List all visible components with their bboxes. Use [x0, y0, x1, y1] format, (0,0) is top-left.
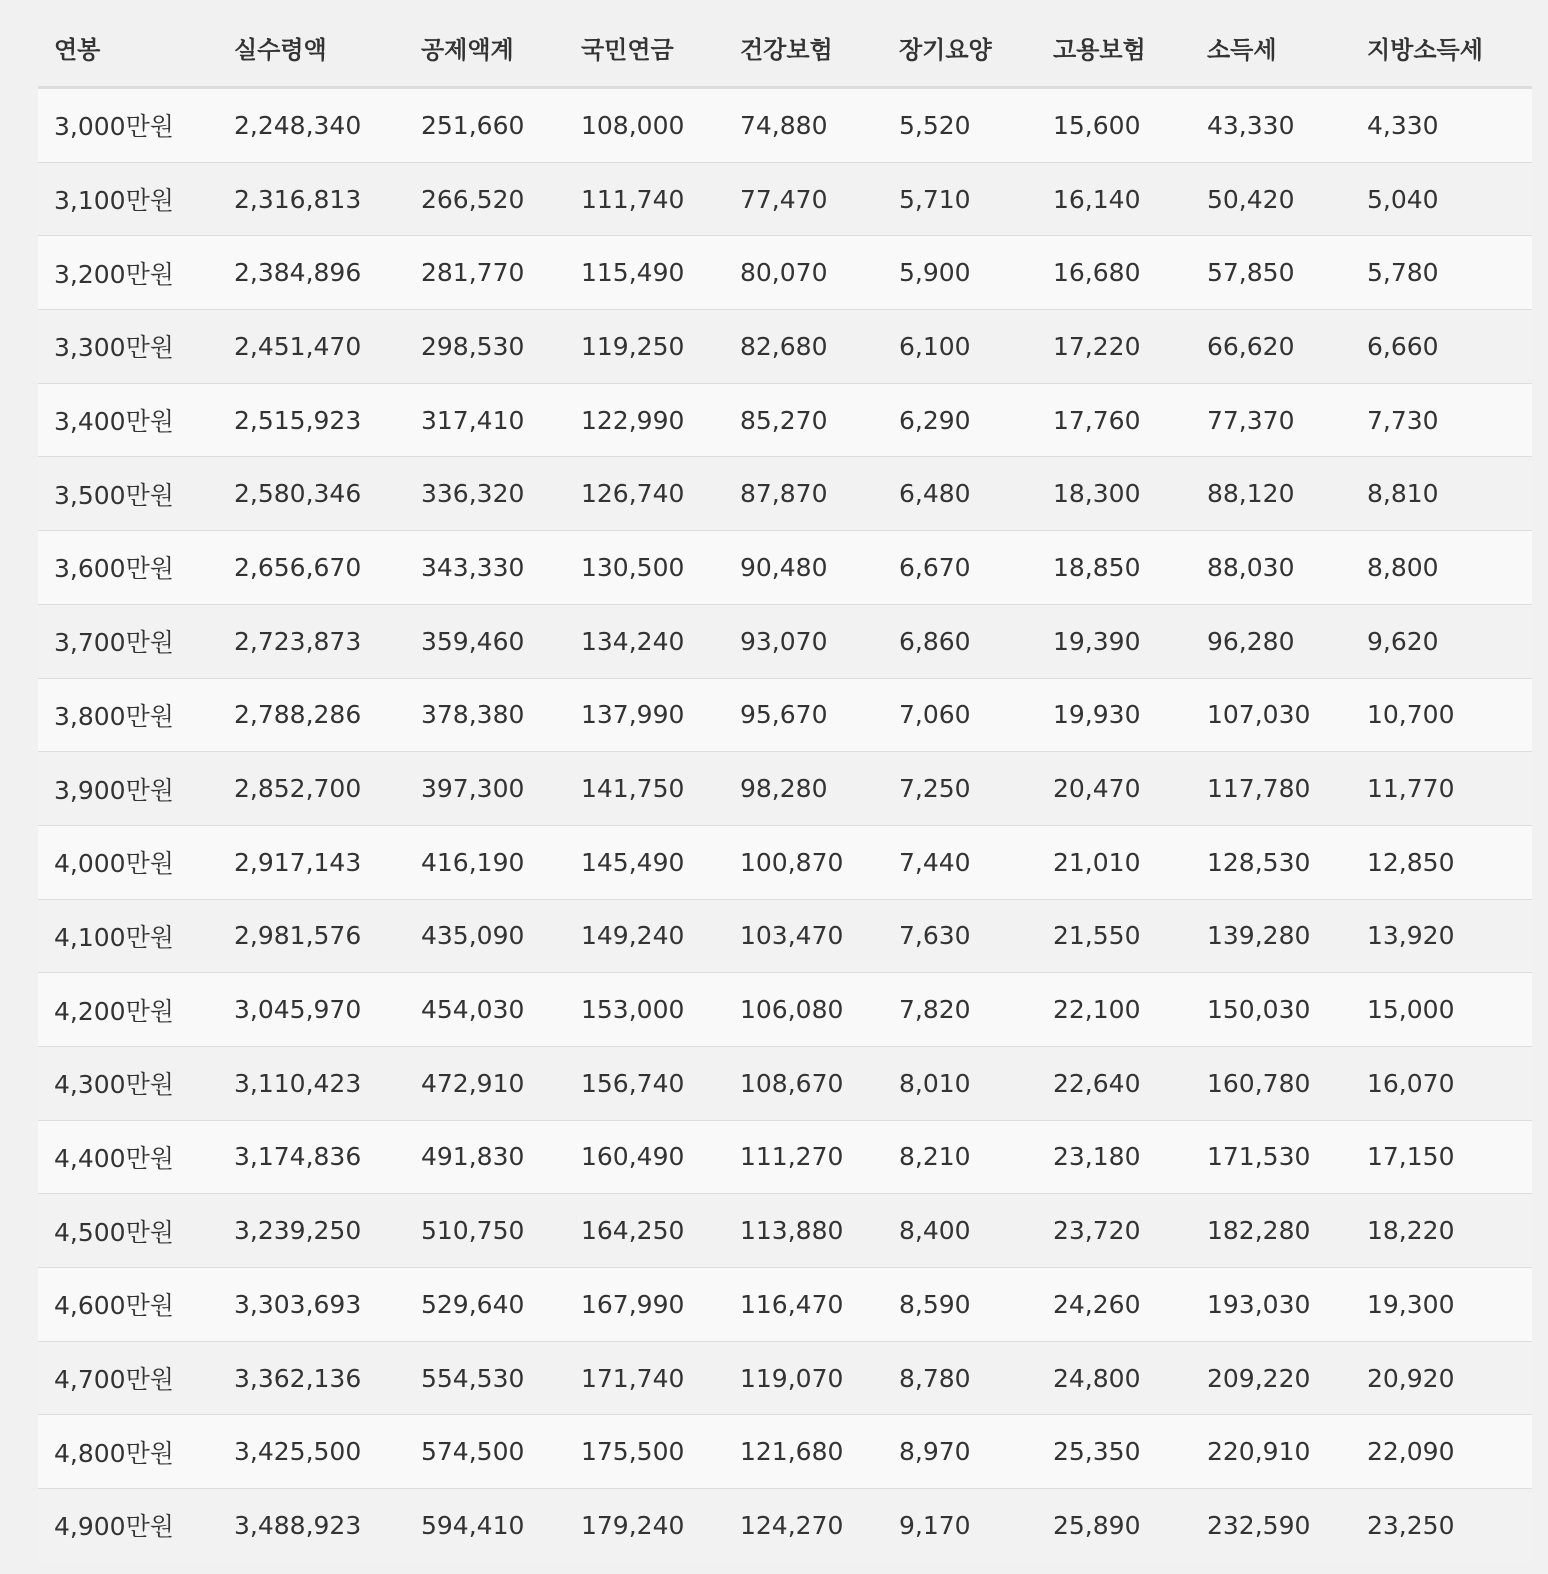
cell-health-insurance: 116,470 [724, 1268, 883, 1342]
cell-income-tax: 117,780 [1191, 752, 1351, 826]
cell-employment-insurance: 17,760 [1037, 383, 1191, 457]
cell-income-tax: 209,220 [1191, 1341, 1351, 1415]
cell-salary: 3,400만원 [38, 383, 218, 457]
cell-employment-insurance: 24,800 [1037, 1341, 1191, 1415]
table-row [38, 825, 1532, 899]
cell-health-insurance: 77,470 [724, 162, 883, 236]
table-row [38, 1489, 1532, 1562]
cell-income-tax: 232,590 [1191, 1489, 1351, 1562]
cell-health-insurance: 100,870 [724, 825, 883, 899]
cell-long-term-care: 8,400 [883, 1194, 1037, 1268]
cell-total-deduction: 281,770 [405, 236, 565, 310]
table-row [38, 531, 1532, 605]
header-health-insurance: 건강보험 [724, 8, 883, 88]
cell-health-insurance: 111,270 [724, 1120, 883, 1194]
cell-national-pension: 130,500 [565, 531, 724, 605]
cell-salary: 4,700만원 [38, 1341, 218, 1415]
cell-health-insurance: 93,070 [724, 604, 883, 678]
cell-local-income-tax: 12,850 [1351, 825, 1532, 899]
cell-salary: 4,900만원 [38, 1489, 218, 1562]
cell-employment-insurance: 20,470 [1037, 752, 1191, 826]
table-row [38, 752, 1532, 826]
cell-local-income-tax: 8,800 [1351, 531, 1532, 605]
cell-employment-insurance: 16,140 [1037, 162, 1191, 236]
cell-salary: 4,400만원 [38, 1120, 218, 1194]
cell-national-pension: 126,740 [565, 457, 724, 531]
cell-salary: 4,500만원 [38, 1194, 218, 1268]
table-row [38, 162, 1532, 236]
cell-local-income-tax: 7,730 [1351, 383, 1532, 457]
cell-health-insurance: 87,870 [724, 457, 883, 531]
cell-health-insurance: 121,680 [724, 1415, 883, 1489]
cell-total-deduction: 472,910 [405, 1046, 565, 1120]
cell-long-term-care: 7,630 [883, 899, 1037, 973]
cell-salary: 4,000만원 [38, 825, 218, 899]
cell-income-tax: 88,120 [1191, 457, 1351, 531]
table-body [38, 88, 1532, 1562]
cell-net-pay: 2,656,670 [218, 531, 405, 605]
cell-local-income-tax: 5,040 [1351, 162, 1532, 236]
cell-income-tax: 43,330 [1191, 88, 1351, 163]
cell-salary: 3,600만원 [38, 531, 218, 605]
cell-salary: 3,500만원 [38, 457, 218, 531]
table-row [38, 310, 1532, 384]
table-row [38, 1194, 1532, 1268]
cell-long-term-care: 9,170 [883, 1489, 1037, 1562]
cell-salary: 4,300만원 [38, 1046, 218, 1120]
cell-total-deduction: 343,330 [405, 531, 565, 605]
cell-total-deduction: 266,520 [405, 162, 565, 236]
cell-net-pay: 2,451,470 [218, 310, 405, 384]
cell-income-tax: 220,910 [1191, 1415, 1351, 1489]
cell-long-term-care: 6,290 [883, 383, 1037, 457]
table-row [38, 973, 1532, 1047]
cell-long-term-care: 8,010 [883, 1046, 1037, 1120]
cell-salary: 4,800만원 [38, 1415, 218, 1489]
table-row [38, 1046, 1532, 1120]
cell-net-pay: 3,110,423 [218, 1046, 405, 1120]
cell-local-income-tax: 20,920 [1351, 1341, 1532, 1415]
cell-national-pension: 111,740 [565, 162, 724, 236]
cell-net-pay: 3,303,693 [218, 1268, 405, 1342]
cell-total-deduction: 298,530 [405, 310, 565, 384]
cell-employment-insurance: 15,600 [1037, 88, 1191, 163]
salary-table [38, 8, 1532, 1562]
cell-employment-insurance: 19,930 [1037, 678, 1191, 752]
cell-employment-insurance: 22,640 [1037, 1046, 1191, 1120]
table-row [38, 678, 1532, 752]
header-long-term-care: 장기요양 [883, 8, 1037, 88]
header-local-income-tax: 지방소득세 [1351, 8, 1532, 88]
cell-health-insurance: 113,880 [724, 1194, 883, 1268]
cell-income-tax: 150,030 [1191, 973, 1351, 1047]
table-row [38, 457, 1532, 531]
cell-total-deduction: 397,300 [405, 752, 565, 826]
cell-total-deduction: 594,410 [405, 1489, 565, 1562]
cell-total-deduction: 454,030 [405, 973, 565, 1047]
cell-local-income-tax: 11,770 [1351, 752, 1532, 826]
cell-local-income-tax: 8,810 [1351, 457, 1532, 531]
cell-long-term-care: 8,780 [883, 1341, 1037, 1415]
cell-net-pay: 3,488,923 [218, 1489, 405, 1562]
cell-long-term-care: 8,210 [883, 1120, 1037, 1194]
cell-net-pay: 3,362,136 [218, 1341, 405, 1415]
cell-national-pension: 141,750 [565, 752, 724, 826]
cell-long-term-care: 7,820 [883, 973, 1037, 1047]
table-row [38, 383, 1532, 457]
cell-health-insurance: 98,280 [724, 752, 883, 826]
cell-local-income-tax: 9,620 [1351, 604, 1532, 678]
cell-local-income-tax: 5,780 [1351, 236, 1532, 310]
cell-net-pay: 2,515,923 [218, 383, 405, 457]
cell-salary: 3,100만원 [38, 162, 218, 236]
cell-local-income-tax: 6,660 [1351, 310, 1532, 384]
table-row [38, 1120, 1532, 1194]
cell-salary: 4,600만원 [38, 1268, 218, 1342]
cell-employment-insurance: 25,350 [1037, 1415, 1191, 1489]
cell-income-tax: 160,780 [1191, 1046, 1351, 1120]
cell-long-term-care: 5,900 [883, 236, 1037, 310]
cell-net-pay: 2,852,700 [218, 752, 405, 826]
table-row [38, 899, 1532, 973]
cell-total-deduction: 317,410 [405, 383, 565, 457]
cell-health-insurance: 85,270 [724, 383, 883, 457]
cell-total-deduction: 435,090 [405, 899, 565, 973]
cell-employment-insurance: 24,260 [1037, 1268, 1191, 1342]
cell-employment-insurance: 19,390 [1037, 604, 1191, 678]
cell-long-term-care: 8,970 [883, 1415, 1037, 1489]
cell-national-pension: 171,740 [565, 1341, 724, 1415]
cell-national-pension: 175,500 [565, 1415, 724, 1489]
cell-income-tax: 50,420 [1191, 162, 1351, 236]
cell-health-insurance: 95,670 [724, 678, 883, 752]
cell-employment-insurance: 17,220 [1037, 310, 1191, 384]
cell-local-income-tax: 10,700 [1351, 678, 1532, 752]
table-row [38, 1341, 1532, 1415]
cell-employment-insurance: 16,680 [1037, 236, 1191, 310]
cell-income-tax: 128,530 [1191, 825, 1351, 899]
cell-net-pay: 2,981,576 [218, 899, 405, 973]
cell-salary: 3,700만원 [38, 604, 218, 678]
cell-net-pay: 3,174,836 [218, 1120, 405, 1194]
cell-net-pay: 2,788,286 [218, 678, 405, 752]
cell-health-insurance: 103,470 [724, 899, 883, 973]
cell-salary: 3,800만원 [38, 678, 218, 752]
cell-long-term-care: 7,440 [883, 825, 1037, 899]
salary-table-container [38, 8, 1532, 1562]
table-row [38, 236, 1532, 310]
cell-net-pay: 3,239,250 [218, 1194, 405, 1268]
table-row [38, 88, 1532, 163]
cell-net-pay: 2,580,346 [218, 457, 405, 531]
header-net-pay: 실수령액 [218, 8, 405, 88]
cell-local-income-tax: 13,920 [1351, 899, 1532, 973]
cell-national-pension: 167,990 [565, 1268, 724, 1342]
cell-total-deduction: 574,500 [405, 1415, 565, 1489]
cell-total-deduction: 251,660 [405, 88, 565, 163]
cell-health-insurance: 80,070 [724, 236, 883, 310]
cell-employment-insurance: 18,850 [1037, 531, 1191, 605]
cell-income-tax: 139,280 [1191, 899, 1351, 973]
cell-local-income-tax: 4,330 [1351, 88, 1532, 163]
header-income-tax: 소득세 [1191, 8, 1351, 88]
cell-long-term-care: 6,860 [883, 604, 1037, 678]
cell-health-insurance: 106,080 [724, 973, 883, 1047]
header-national-pension: 국민연금 [565, 8, 724, 88]
table-row [38, 1268, 1532, 1342]
cell-salary: 3,000만원 [38, 88, 218, 163]
cell-income-tax: 57,850 [1191, 236, 1351, 310]
cell-income-tax: 107,030 [1191, 678, 1351, 752]
cell-income-tax: 88,030 [1191, 531, 1351, 605]
table-row [38, 604, 1532, 678]
cell-health-insurance: 90,480 [724, 531, 883, 605]
cell-national-pension: 149,240 [565, 899, 724, 973]
cell-health-insurance: 119,070 [724, 1341, 883, 1415]
cell-long-term-care: 5,710 [883, 162, 1037, 236]
cell-total-deduction: 378,380 [405, 678, 565, 752]
cell-long-term-care: 6,100 [883, 310, 1037, 384]
cell-salary: 4,200만원 [38, 973, 218, 1047]
cell-national-pension: 108,000 [565, 88, 724, 163]
cell-total-deduction: 491,830 [405, 1120, 565, 1194]
cell-employment-insurance: 21,550 [1037, 899, 1191, 973]
cell-income-tax: 171,530 [1191, 1120, 1351, 1194]
cell-national-pension: 119,250 [565, 310, 724, 384]
header-salary: 연봉 [38, 8, 218, 88]
cell-national-pension: 122,990 [565, 383, 724, 457]
cell-long-term-care: 7,250 [883, 752, 1037, 826]
cell-income-tax: 66,620 [1191, 310, 1351, 384]
header-employment-insurance: 고용보험 [1037, 8, 1191, 88]
cell-employment-insurance: 22,100 [1037, 973, 1191, 1047]
cell-net-pay: 3,045,970 [218, 973, 405, 1047]
cell-local-income-tax: 16,070 [1351, 1046, 1532, 1120]
cell-long-term-care: 6,480 [883, 457, 1037, 531]
cell-employment-insurance: 23,720 [1037, 1194, 1191, 1268]
cell-total-deduction: 529,640 [405, 1268, 565, 1342]
cell-local-income-tax: 17,150 [1351, 1120, 1532, 1194]
table-row [38, 1415, 1532, 1489]
cell-income-tax: 193,030 [1191, 1268, 1351, 1342]
cell-salary: 3,900만원 [38, 752, 218, 826]
cell-health-insurance: 74,880 [724, 88, 883, 163]
cell-national-pension: 115,490 [565, 236, 724, 310]
cell-long-term-care: 7,060 [883, 678, 1037, 752]
table-header [38, 8, 1532, 88]
cell-employment-insurance: 23,180 [1037, 1120, 1191, 1194]
cell-income-tax: 77,370 [1191, 383, 1351, 457]
cell-net-pay: 2,316,813 [218, 162, 405, 236]
cell-national-pension: 134,240 [565, 604, 724, 678]
cell-net-pay: 2,723,873 [218, 604, 405, 678]
cell-local-income-tax: 18,220 [1351, 1194, 1532, 1268]
header-total-deduction: 공제액계 [405, 8, 565, 88]
cell-total-deduction: 554,530 [405, 1341, 565, 1415]
cell-local-income-tax: 23,250 [1351, 1489, 1532, 1562]
cell-health-insurance: 108,670 [724, 1046, 883, 1120]
cell-long-term-care: 5,520 [883, 88, 1037, 163]
cell-national-pension: 156,740 [565, 1046, 724, 1120]
cell-local-income-tax: 19,300 [1351, 1268, 1532, 1342]
cell-income-tax: 182,280 [1191, 1194, 1351, 1268]
cell-salary: 3,300만원 [38, 310, 218, 384]
cell-national-pension: 153,000 [565, 973, 724, 1047]
cell-total-deduction: 416,190 [405, 825, 565, 899]
cell-national-pension: 145,490 [565, 825, 724, 899]
cell-net-pay: 3,425,500 [218, 1415, 405, 1489]
cell-total-deduction: 336,320 [405, 457, 565, 531]
cell-long-term-care: 8,590 [883, 1268, 1037, 1342]
cell-income-tax: 96,280 [1191, 604, 1351, 678]
cell-local-income-tax: 22,090 [1351, 1415, 1532, 1489]
cell-salary: 4,100만원 [38, 899, 218, 973]
cell-health-insurance: 124,270 [724, 1489, 883, 1562]
cell-employment-insurance: 21,010 [1037, 825, 1191, 899]
cell-national-pension: 160,490 [565, 1120, 724, 1194]
cell-net-pay: 2,384,896 [218, 236, 405, 310]
cell-employment-insurance: 18,300 [1037, 457, 1191, 531]
cell-net-pay: 2,917,143 [218, 825, 405, 899]
cell-net-pay: 2,248,340 [218, 88, 405, 163]
cell-salary: 3,200만원 [38, 236, 218, 310]
cell-long-term-care: 6,670 [883, 531, 1037, 605]
cell-national-pension: 137,990 [565, 678, 724, 752]
cell-national-pension: 164,250 [565, 1194, 724, 1268]
cell-total-deduction: 510,750 [405, 1194, 565, 1268]
cell-national-pension: 179,240 [565, 1489, 724, 1562]
cell-employment-insurance: 25,890 [1037, 1489, 1191, 1562]
cell-local-income-tax: 15,000 [1351, 973, 1532, 1047]
cell-total-deduction: 359,460 [405, 604, 565, 678]
header-row [38, 8, 1532, 88]
cell-health-insurance: 82,680 [724, 310, 883, 384]
